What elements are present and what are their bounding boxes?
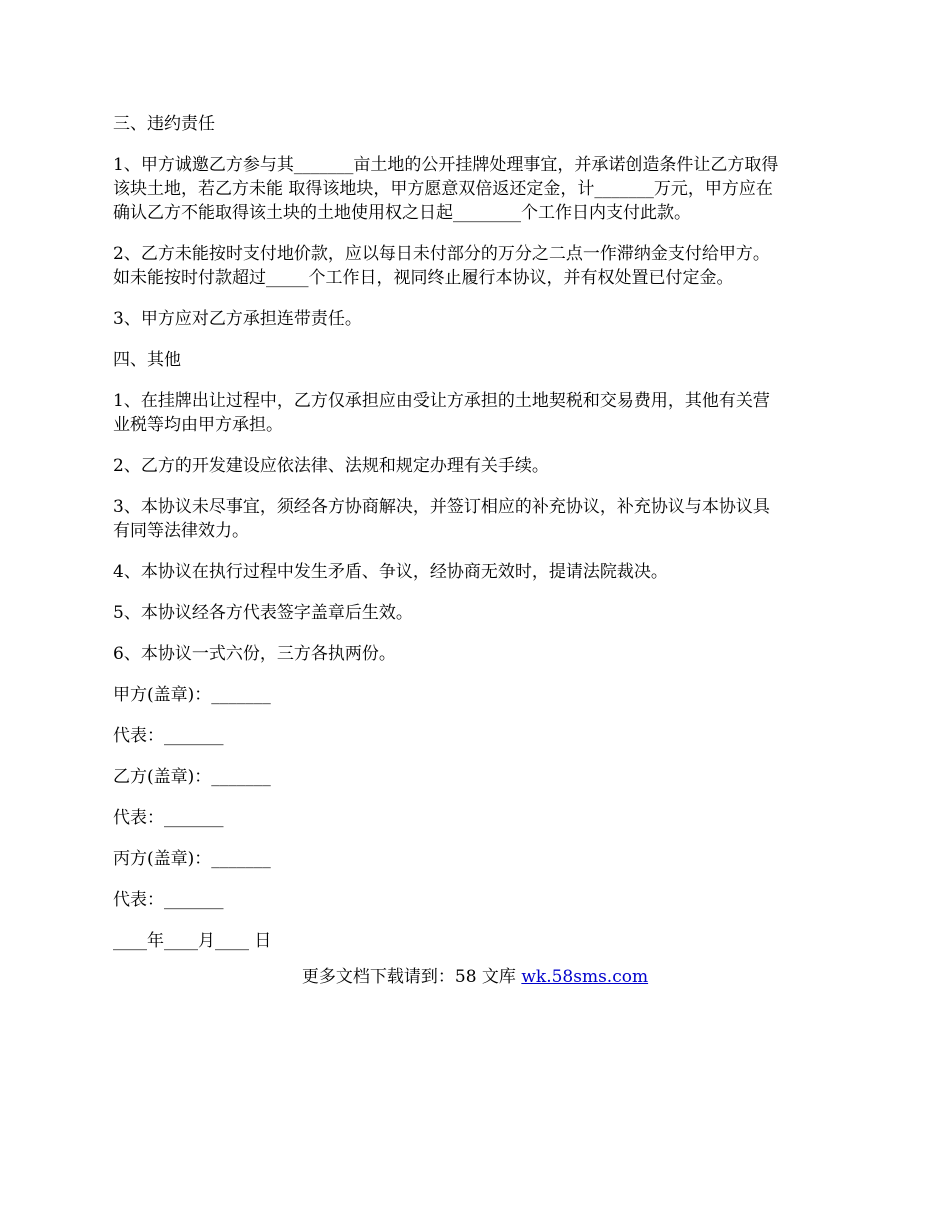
- other-clause-1-line-2: 业税等均由甲方承担。: [113, 415, 283, 435]
- other-clause-6: 6、本协议一式六份，三方各执两份。: [113, 644, 396, 664]
- signature-party-a-representative: 代表：_______: [113, 726, 224, 746]
- other-clause-3-line-1: 3、本协议未尽事宜，须经各方协商解决，并签订相应的补充协议，补充协议与本协议具: [113, 497, 770, 517]
- signature-party-c: 丙方(盖章)：_______: [113, 849, 271, 869]
- other-clause-1-line-1: 1、在挂牌出让过程中，乙方仅承担应由受让方承担的土地契税和交易费用，其他有关营: [113, 391, 770, 411]
- download-footer: [0, 965, 950, 989]
- breach-clause-3: 3、甲方应对乙方承担连带责任。: [113, 309, 362, 329]
- other-clause-3-line-2: 有同等法律效力。: [113, 521, 249, 541]
- signature-party-b-representative: 代表：_______: [113, 808, 224, 828]
- signature-date: ____年____月____ 日: [113, 931, 272, 951]
- breach-clause-1-line-1: 1、甲方诚邀乙方参与其_______亩土地的公开挂牌处理事宜，并承诺创造条件让乙方取得: [113, 155, 779, 175]
- other-clause-5: 5、本协议经各方代表签字盖章后生效。: [113, 603, 413, 623]
- breach-clause-1: [113, 153, 838, 225]
- other-clause-1: [113, 389, 838, 437]
- footer-site-link[interactable]: wk.58sms.com: [521, 967, 649, 987]
- document-body: [113, 112, 838, 970]
- breach-clause-2-line-1: 2、乙方未能按时支付地价款，应以每日未付部分的万分之二点一作滞纳金支付给甲方。: [113, 244, 770, 264]
- other-clause-4: 4、本协议在执行过程中发生矛盾、争议，经协商无效时，提请法院裁决。: [113, 562, 668, 582]
- section-heading-other: 四、其他: [113, 350, 181, 370]
- other-clause-3: [113, 495, 838, 543]
- breach-clause-2-line-2: 如未能按时付款超过_____个工作日，视同终止履行本协议，并有权处置已付定金。: [113, 268, 734, 288]
- breach-clause-1-line-3: 确认乙方不能取得该土块的土地使用权之日起________个工作日内支付此款。: [113, 203, 691, 223]
- section-heading-breach-liability: 三、违约责任: [113, 114, 215, 134]
- signature-party-b: 乙方(盖章)：_______: [113, 767, 271, 787]
- breach-clause-2: [113, 242, 838, 290]
- breach-clause-1-line-2: 该块土地，若乙方未能 取得该地块，甲方愿意双倍返还定金，计_______万元，甲方应在: [113, 179, 773, 199]
- other-clause-2: 2、乙方的开发建设应依法律、法规和规定办理有关手续。: [113, 456, 549, 476]
- signature-party-a: 甲方(盖章)：_______: [113, 685, 271, 705]
- footer-text: 更多文档下载请到：58 文库: [301, 967, 522, 987]
- signature-party-c-representative: 代表：_______: [113, 890, 224, 910]
